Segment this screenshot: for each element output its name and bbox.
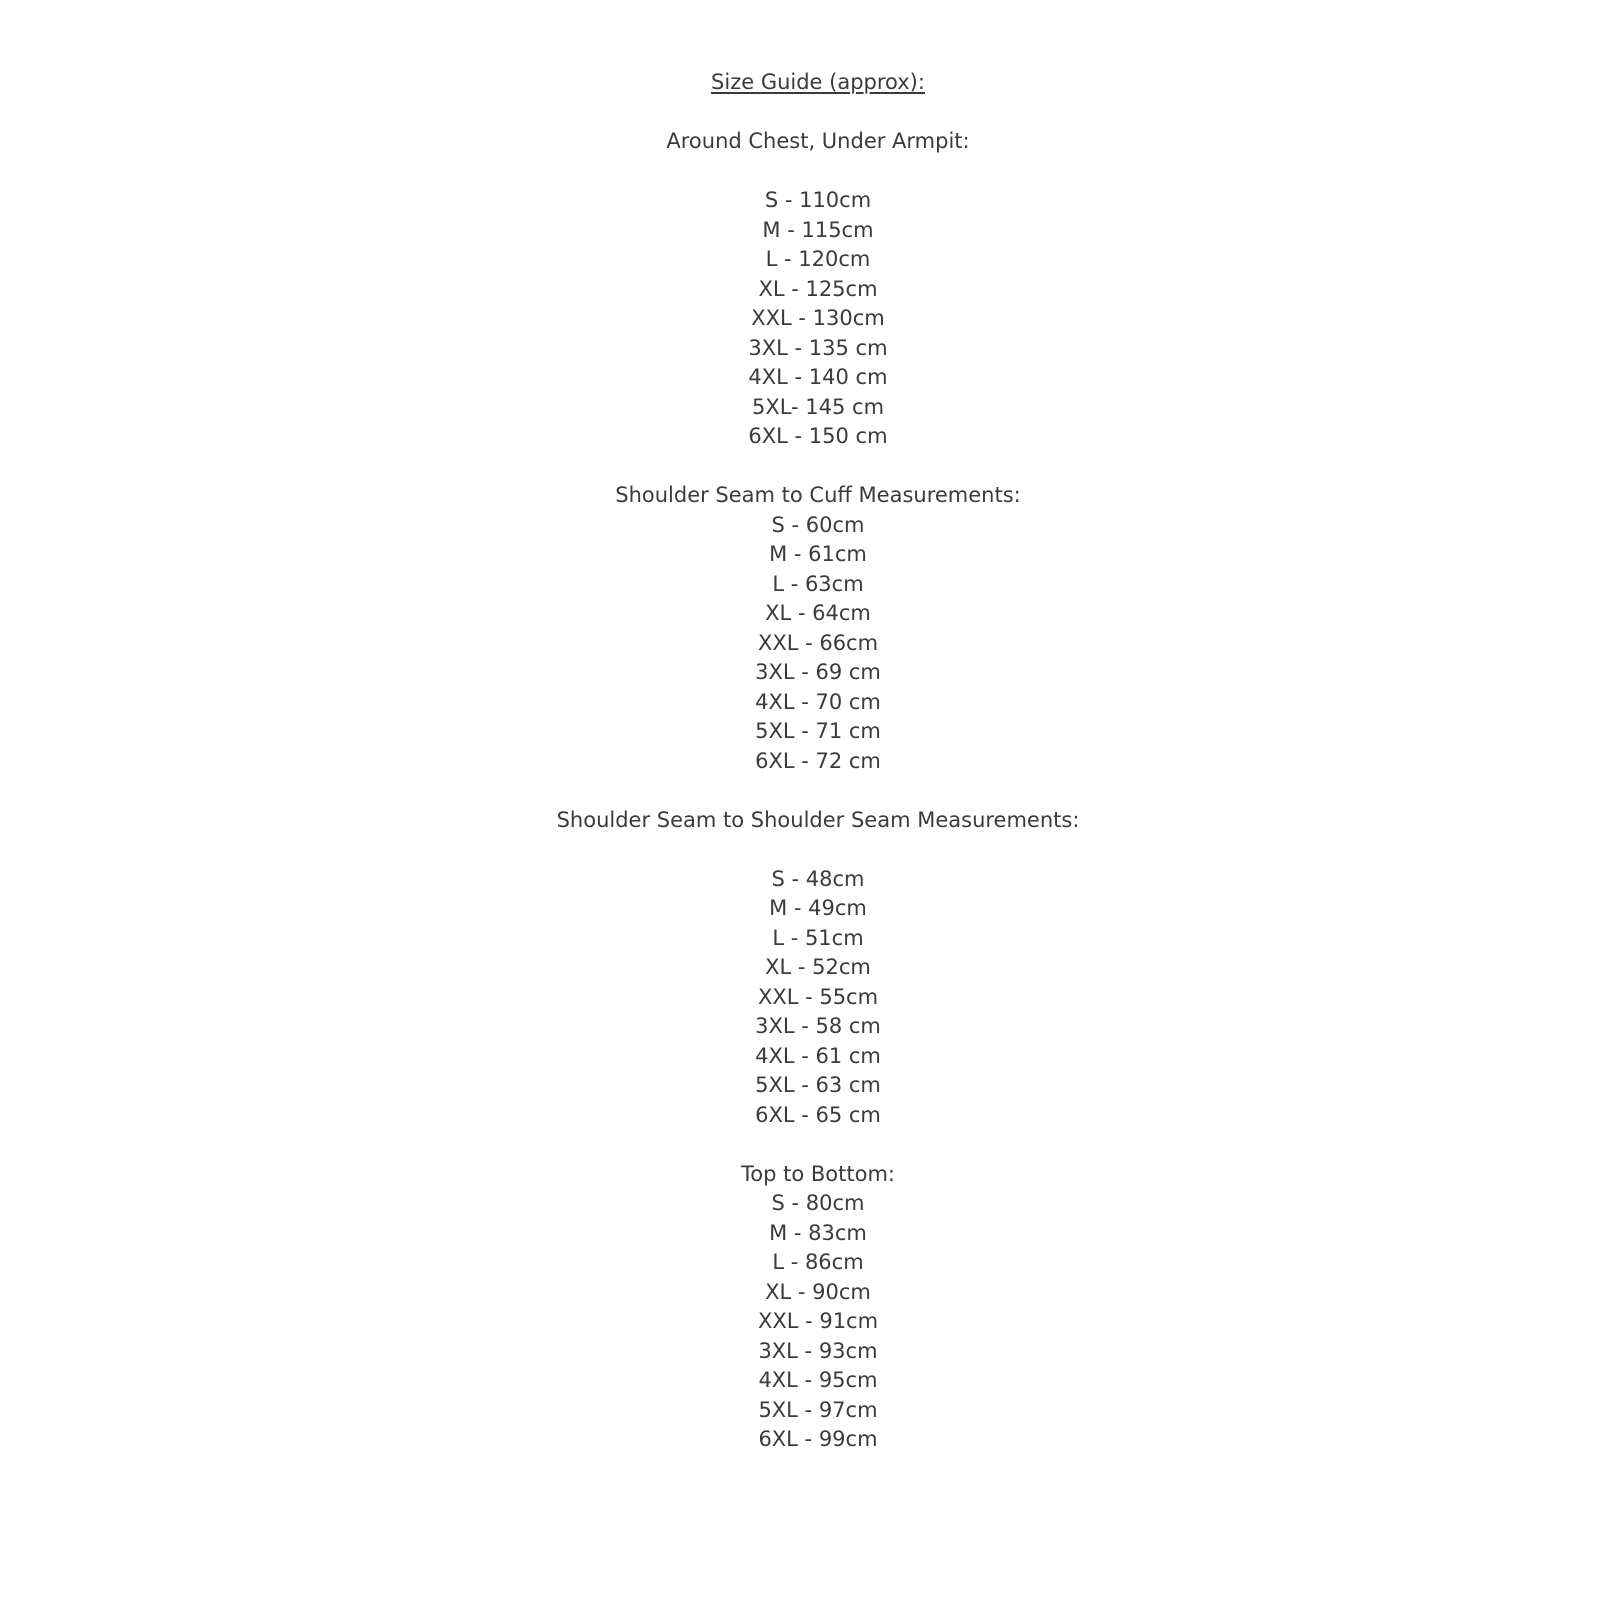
measurement-row: M - 83cm [769, 1220, 867, 1245]
measurement-row: M - 49cm [769, 896, 867, 920]
section-heading: Shoulder Seam to Shoulder Seam Measurements: [556, 807, 1080, 832]
size-guide-sections [36, 127, 1600, 1455]
section-heading: Top to Bottom: [741, 1161, 895, 1186]
measurement-row: 5XL - 97cm [758, 1397, 878, 1422]
measurement-row: XL - 52cm [765, 955, 871, 979]
section-heading: Shoulder Seam to Cuff Measurements: [615, 483, 1021, 507]
measurement-row: XXL - 66cm [757, 630, 879, 655]
section-rows [36, 511, 1600, 777]
measurement-row: 5XL- 145 cm [751, 394, 885, 419]
measurement-row: L - 86cm [772, 1250, 864, 1274]
measurement-row: 3XL - 58 cm [755, 1014, 881, 1038]
measurement-row: XL - 90cm [765, 1279, 871, 1304]
measurement-row: XXL - 55cm [757, 984, 879, 1009]
measurement-row: 3XL - 69 cm [755, 660, 881, 684]
measurement-row: 6XL - 65 cm [755, 1102, 881, 1127]
measurement-row: 5XL - 63 cm [755, 1073, 881, 1097]
measurement-row: M - 115cm [762, 217, 874, 242]
measurement-row: L - 63cm [772, 571, 864, 596]
measurement-row: 6XL - 150 cm [748, 424, 888, 448]
measurement-row: XL - 125cm [758, 276, 878, 301]
size-section [36, 481, 1600, 776]
measurement-row: 6XL - 99cm [758, 1427, 878, 1451]
measurement-row: 4XL - 70 cm [755, 689, 881, 714]
measurement-row: S - 110cm [764, 188, 872, 212]
size-guide-title: Size Guide (approx): [711, 70, 925, 94]
section-heading: Around Chest, Under Armpit: [666, 129, 970, 153]
measurement-row: XXL - 91cm [757, 1309, 879, 1333]
measurement-row: XXL - 130cm [751, 306, 885, 330]
measurement-row: XL - 64cm [765, 601, 871, 625]
measurement-row: 3XL - 135 cm [748, 335, 888, 360]
measurement-row: 5XL - 71 cm [755, 719, 881, 743]
size-section [36, 1160, 1600, 1455]
measurement-row: S - 60cm [771, 512, 865, 537]
measurement-row: 4XL - 61 cm [755, 1043, 881, 1068]
size-section [36, 806, 1600, 1131]
section-rows [36, 186, 1600, 452]
measurement-row: L - 51cm [772, 925, 864, 950]
measurement-row: S - 80cm [771, 1191, 865, 1215]
measurement-row: L - 120cm [765, 247, 871, 271]
measurement-row: 4XL - 95cm [758, 1368, 878, 1392]
measurement-row: S - 48cm [771, 866, 865, 891]
section-rows [36, 865, 1600, 1131]
measurement-row: 6XL - 72 cm [755, 748, 881, 773]
measurement-row: 3XL - 93cm [758, 1338, 878, 1363]
size-section [36, 127, 1600, 452]
measurement-row: M - 61cm [769, 542, 867, 566]
measurement-row: 4XL - 140 cm [748, 365, 888, 389]
section-rows [36, 1189, 1600, 1455]
